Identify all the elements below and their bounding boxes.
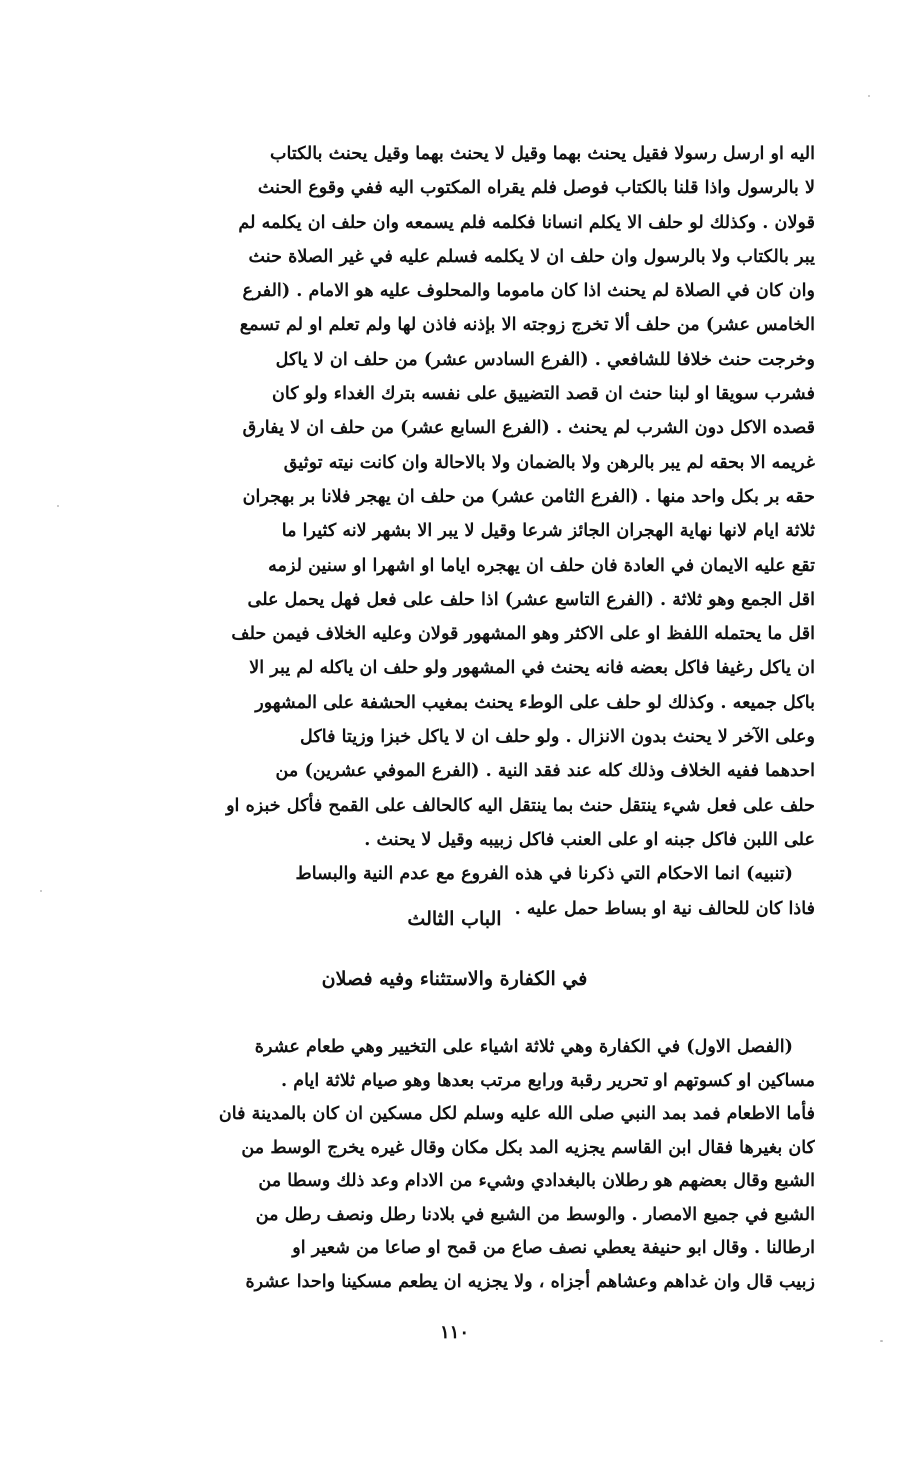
text-line: وان كان في الصلاة لم يحنث اذا كان ماموما والمحلوف عليه هو الامام . (الفرع [242, 280, 815, 302]
text-line: (تنبيه) انما الاحكام التي ذكرنا في هذه الفروع مع عدم النية والبساط [295, 863, 793, 885]
text-line: اقل ما يحتمله اللفظ او على الاكثر وهو المشهور قولان وعليه الخلاف فيمن حلف [231, 623, 815, 645]
text-line: (الفصل الاول) في الكفارة وهي ثلاثة اشياء على التخيير وهي طعام عشرة [254, 1036, 793, 1057]
text-line: الخامس عشر) من حلف ألا تخرج زوجته الا بإذنه فاذن لها ولم تعلم او لم تسمع [239, 314, 815, 336]
text-line: ان ياكل رغيفا فاكل بعضه فانه يحنث في المشهور ولو حلف ان ياكله لم يبر الا [249, 657, 815, 679]
text-line: وخرجت حنث خلافا للشافعي . (الفرع السادس عشر) من حلف ان لا ياكل [275, 348, 815, 370]
text-line: قولان . وكذلك لو حلف الا يكلم انسانا فكلمه فلم يسمعه وان حلف ان يكلمه لم [238, 211, 815, 233]
chapter-subheading: في الكفارة والاستثناء وفيه فصلان [321, 968, 588, 990]
text-line: اقل الجمع وهو ثلاثة . (الفرع التاسع عشر) اذا حلف على فعل فهل يحمل على [247, 588, 815, 610]
scan-speck [868, 95, 870, 97]
text-line: ثلاثة ايام لانها نهاية الهجران الجائز شرعا وقيل لا يبر الا بشهر لانه كثيرا ما [281, 520, 815, 542]
text-line: غريمه الا بحقه لم يبر بالرهن ولا بالضمان ولا بالاحالة وان كانت نيته توثيق [283, 451, 815, 473]
text-line: باكل جميعه . وكذلك لو حلف على الوطء يحنث بمغيب الحشفة على المشهور [255, 691, 815, 713]
text-line: ارطالنا . وقال ابو حنيفة يعطي نصف صاع من قمح او صاعا من شعير او [292, 1237, 815, 1258]
text-line: تقع عليه الايمان في العادة فان حلف ان يهجره اياما او اشهرا او سنين لزمه [268, 554, 815, 576]
text-line: قصده الاكل دون الشرب لم يحنث . (الفرع السابع عشر) من حلف ان لا يفارق [242, 417, 815, 439]
text-line: يبر بالكتاب ولا بالرسول وان حلف ان لا يكلمه فسلم عليه في غير الصلاة حنث [248, 245, 815, 267]
scan-speck [40, 890, 42, 892]
text-line: احدهما ففيه الخلاف وذلك كله عند فقد النية . (الفرع الموفي عشرين) من [275, 760, 815, 782]
chapter-heading: الباب الثالث [407, 908, 502, 930]
text-line: لا بالرسول واذا قلنا بالكتاب فوصل فلم يقراه المكتوب اليه ففي وقوع الحنث [257, 177, 815, 199]
text-line: كان بغيرها فقال ابن القاسم يجزيه المد بكل مكان وقال غيره يخرج الوسط من [241, 1136, 815, 1158]
text-line: فأما الاطعام فمد بمد النبي صلى الله عليه وسلم لكل مسكين ان كان بالمدينة فان [218, 1103, 815, 1124]
body-text-block [66, 137, 815, 926]
text-line: زبيب قال وان غداهم وعشاهم أجزاه ، ولا يجزيه ان يطعم مسكينا واحدا عشرة [245, 1270, 815, 1292]
text-line: حقه بر بكل واحد منها . (الفرع الثامن عشر) من حلف ان يهجر فلانا بر بهجران [242, 485, 815, 507]
text-line: فاذا كان للحالف نية او بساط حمل عليه . [514, 897, 815, 919]
text-line: حلف على فعل شيء ينتقل حنث بما ينتقل اليه كالحالف على القمح فأكل خبزه او [226, 794, 815, 816]
text-line: الشبع وقال بعضهم هو رطلان بالبغدادي وشيء من الادام وعد ذلك وسطا من [258, 1170, 815, 1191]
text-line: اليه او ارسل رسولا فقيل يحنث بهما وقيل لا يحنث بهما وقيل يحنث بالكتاب [269, 143, 815, 164]
text-line: الشبع في جميع الامصار . والوسط من الشبع في بلادنا رطل ونصف رطل من [255, 1203, 815, 1225]
page-number: ١١٠ [439, 1322, 469, 1343]
section-text-block [66, 1030, 815, 1298]
text-line: فشرب سويقا او لبنا حنث ان قصد التضييق على نفسه بترك الغداء ولو كان [271, 383, 815, 405]
scan-speck [57, 505, 59, 507]
text-line: مساكين او كسوتهم او تحرير رقبة ورابع مرتب بعدها وهو صيام ثلاثة ايام . [281, 1069, 815, 1091]
text-line: وعلى الآخر لا يحنث بدون الانزال . ولو حلف ان لا ياكل خبزا وزيتا فاكل [300, 726, 815, 748]
text-line: على اللبن فاكل جبنه او على العنب فاكل زبيبه وقيل لا يحنث . [364, 828, 815, 850]
